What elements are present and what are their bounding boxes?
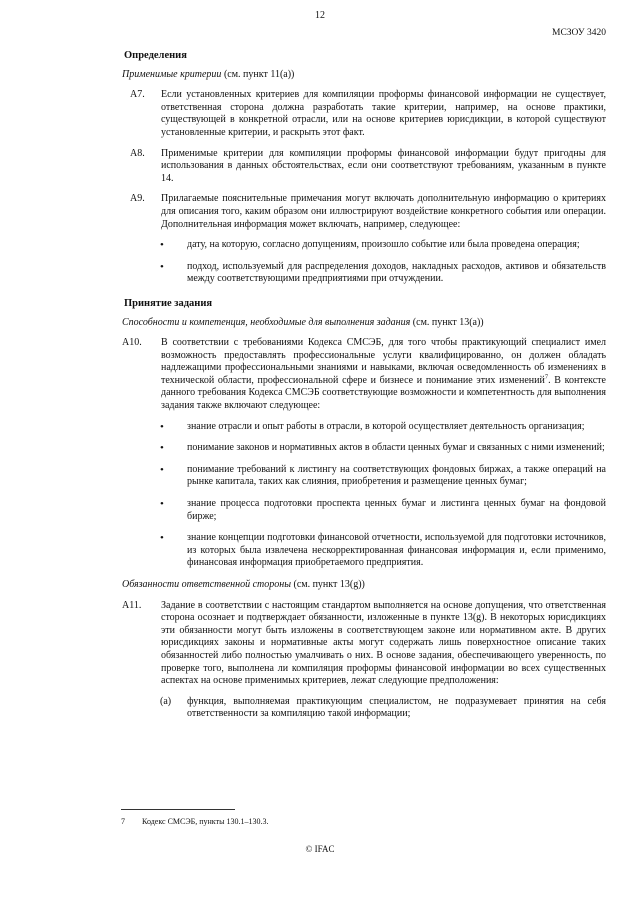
list-item: • подход, используемый для распределения доходов, накладных расходов, активов и обязательств между соответствующими предприятиями при отчуждении. (160, 260, 606, 285)
paragraph-number: A10. (122, 337, 142, 349)
footnote-text: Кодекс СМСЭБ, пункты 130.1–130.3. (142, 817, 269, 826)
paragraph-number: A9. (130, 193, 145, 205)
paragraph-a8 (124, 148, 606, 186)
document-body (124, 50, 606, 730)
paragraph-a7 (124, 89, 606, 139)
copyright-footer: © IFAC (305, 844, 335, 854)
paragraph-number: A11. (122, 599, 142, 611)
paragraph-a9 (124, 193, 606, 231)
paragraph-text: Применимые критерии для компиляции проформы финансовой информации будут пригодны для использования в данных обстоятельствах, если они соответствуют требованиям, указанным в пункте 14. (161, 147, 606, 184)
bullet-icon: • (160, 420, 164, 433)
footnote-number: 7 (121, 817, 125, 826)
bullet-icon: • (160, 260, 164, 273)
bullet-icon: • (160, 463, 164, 476)
list-item: • понимание законов и нормативных актов в области ценных бумаг и связанных с ними изменений; (160, 442, 605, 455)
list-item: • понимание требований к листингу на соответствующих фондовых биржах, а также операций на рынке капитала, таких как слияния, приобретения и размещение ценных бумаг; (160, 463, 606, 488)
list-item: • знание концепции подготовки финансовой отчетности, используемой для подготовки источников, из которых была извлечена нескорректированная финансовая информация и, если применимо, финансовая информация приобретаемого предприятия. (160, 532, 606, 569)
paragraph-number: A8. (130, 147, 145, 159)
list-item: • знание процесса подготовки проспекта ценных бумаг и листинга ценных бумаг на фондовой бирже; (160, 498, 606, 522)
list-item-label: (a) (160, 695, 172, 707)
bullet-icon: • (160, 442, 164, 455)
footnote-reference[interactable]: 7 (544, 373, 549, 381)
paragraph-text: Прилагаемые пояснительные примечания могут включать дополнительную информацию о критериях для описания того, каким образом они иллюстрируют воздействие конкретного события или операции. Дополнительная информация может включать, например, следующее: (161, 193, 606, 230)
page-number: 12 (315, 10, 325, 21)
paragraph-number: A7. (130, 89, 145, 101)
subheading-responsibilities: Обязанности ответственной стороны (см. пункт 13(g)) (122, 579, 365, 590)
paragraph-a11 (124, 600, 606, 688)
standard-reference: МСЗОУ 3420 (552, 28, 606, 38)
bullet-icon: • (160, 532, 164, 545)
footnote-divider (121, 809, 235, 810)
list-item: • дату, на которую, согласно допущениям, произошло событие или была проведена операция; (160, 239, 580, 252)
list-item: • знание отрасли и опыт работы в отрасли, в которой осуществляет деятельность организация; (160, 420, 585, 433)
footnote (121, 816, 268, 829)
list-item: (a) функция, выполняемая практикующим специалистом, не подразумевает принятия на себя ответственности за компиляцию такой информации; (160, 695, 606, 720)
bullet-icon: • (160, 239, 164, 252)
subheading-capabilities: Способности и компетенция, необходимые для выполнения задания (см. пункт 13(а)) (122, 316, 484, 328)
section-heading-definitions: Определения (124, 50, 187, 61)
paragraph-text: Если установленных критериев для компиляции проформы финансовой информации не существует, ответственная сторона должна разработать такие критерии, например, на основе практики, существующей в конкретной отрасли, или на основе критериев юрисдикции, в которой существуют установленные критерии, и раскрыть этот факт. (161, 89, 606, 138)
paragraph-a10: A10. В соответствии с требованиями Кодекса СМСЭБ, для того чтобы практикующий специалист имел возможность предоставлять профессиональные услуги квалифицированно, он должен обладать надлежащими профессиональными знаниями и навыками, включая осведомленность об изменениях в технической области, профессиональной сфере и бизнесе и понимание этих изменений$^7$. В контексте данного требования Кодекса СМСЭБ соответствующие возможности и компетентность для выполнения задания также включают следующее: (122, 337, 606, 412)
bullet-icon: • (160, 498, 164, 511)
paragraph-text: Задание в соответствии с настоящим стандартом выполняется на основе допущения, что ответственная сторона осознает и подтверждает обязанности, изложенные в пункте 13(g). В некоторых юрисдикциях эти обязанности могут быть изложены в соответствующем законе или нормативном акте. В других юрисдикциях законы и нормативные акты могут содержать лишь поверхностное описание таких обязанностей либо полностью умалчивать о них. В основе задания, обеспечивающего уверенность, по проверке того, выполнена ли компиляция проформы финансовой информации во всех существенных аспектах на основе применимых критериев, лежат следующие предположения: (161, 599, 606, 687)
section-heading-engagement-acceptance: Принятие задания (124, 297, 213, 309)
subheading-applicable-criteria: Применимые критерии (см. пункт 11(а)) (122, 68, 295, 80)
